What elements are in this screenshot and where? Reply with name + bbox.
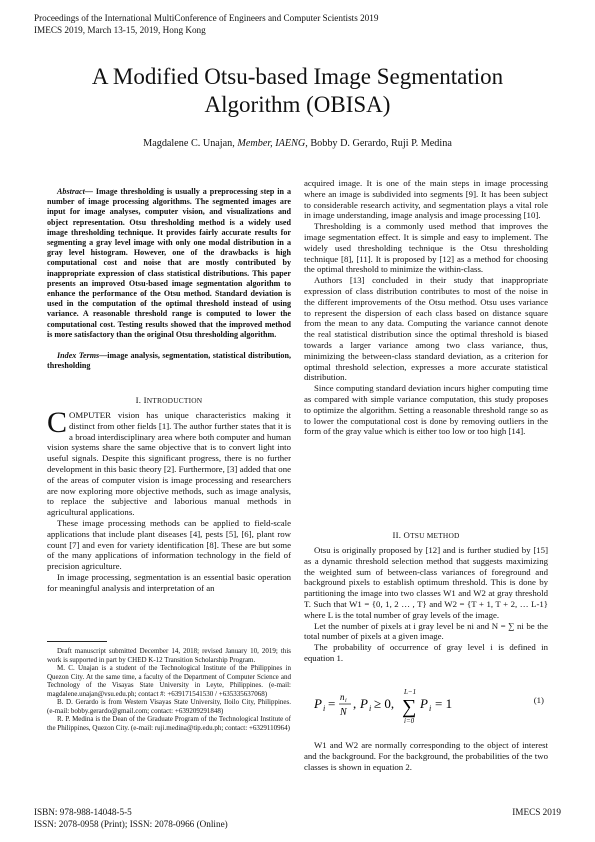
author-membership: Member, IAENG [237, 138, 306, 149]
title-line-2: Algorithm (OBISA) [204, 92, 391, 117]
section-2-number: II. [392, 530, 404, 540]
svg-text:i: i [345, 698, 347, 704]
svg-text:N: N [340, 707, 347, 718]
section-1-title-rest: NTRODUCTION [146, 396, 203, 405]
intro-paragraph-2: These image processing methods can be applied to field-scale applications that include plant diseases [4], pests [5], [6], plant row count [7] and even for variety identification [8]. These are but some of the many applications of information technology in the field of precision agriculture. [47, 517, 291, 572]
footer-identifiers [34, 806, 228, 830]
section-1-number: I. [135, 395, 144, 405]
right-paragraph-4: Since computing standard deviation incurs higher computing time as compared with simple variance computation, this study proposes to optimize the algorithm. Setting a reasonable threshold range so as to lower the computational cost is done by removing outliers in the form of the gray value which is either too low or too high [14]. [304, 383, 548, 437]
equation-1 [314, 685, 544, 727]
section-2-body-continued [304, 740, 548, 772]
section-1-heading [47, 395, 291, 407]
proceedings-header [34, 13, 378, 36]
paper-title [40, 63, 555, 119]
footnote-4: R. P. Medina is the Dean of the Graduate Program of the Technological Institute of the Philippines, Quezon City. (e-mail: ruji.medina@tip.edu.ph; contact: +6329110964) [47, 715, 291, 732]
footer-issn: ISSN: 2078-0958 (Print); ISSN: 2078-0966 (Online) [34, 819, 228, 829]
svg-text:i=0: i=0 [404, 717, 415, 725]
otsu-paragraph-2: Let the number of pixels at i gray level be ni and N = ∑ ni be the total number of pixels at a given image. [304, 620, 548, 642]
drop-cap: C [47, 406, 68, 439]
section-1-title-initial: I [143, 395, 147, 405]
index-terms [47, 351, 291, 371]
proceedings-line-2: IMECS 2019, March 13-15, 2019, Hong Kong [34, 24, 206, 35]
right-column-top [304, 178, 548, 437]
section-2-title-rest: TSU METHOD [410, 531, 460, 540]
svg-text:n: n [340, 692, 345, 702]
svg-text:P: P [420, 696, 428, 711]
intro-paragraph-1-text: OMPUTER vision has unique characteristics making it distinct from other fields [1]. The author further states that it is a broad interdisciplinary area where both computer and human vision systems share the same objective that is to convert light into useful signals. Despite this significant progress, there is no further development in this basic theory [2]. Furthermore, [3] added that one of the areas of computer vision is image processing and researchers are now exploring more objective methods, such as image analysis, to replace the subjective and laborious manual methods in agricultural applications. [47, 410, 291, 518]
svg-text:i: i [323, 704, 326, 713]
svg-text:P: P [314, 696, 322, 711]
footnote-3: B. D. Gerardo is from Western Visayas State University, Iloilo City, Philippines. (e-mail: bobby.gerardo@gmail.com; contact: +639209291848) [47, 698, 291, 715]
author-1: Magdalene C. Unajan, [143, 138, 238, 149]
equation-1-number: (1) [533, 695, 544, 705]
equation-1-formula [314, 685, 514, 727]
footer-isbn: ISBN: 978-988-14048-5-5 [34, 807, 132, 817]
index-terms-lead: Index Terms [57, 351, 100, 360]
svg-text:i: i [369, 704, 372, 713]
svg-text:=: = [328, 696, 336, 711]
right-paragraph-2: Thresholding is a commonly used method that improves the image segmentation effect. It is simple and easy to implement. The widely used thresholding technique is the Otsu thresholding technique [8], [11]. It is proposed by [12] as a method for choosing the optimal threshold to minimize the within-class. [304, 221, 548, 275]
svg-text:P: P [360, 696, 368, 711]
proceedings-line-1: Proceedings of the International MultiConference of Engineers and Computer Scientists 2019 [34, 13, 379, 23]
section-2-heading [304, 530, 548, 542]
title-line-1: A Modified Otsu-based Image Segmentation [91, 64, 504, 89]
svg-text:= 1: = 1 [435, 696, 453, 711]
abstract-lead: Abstract— [57, 187, 93, 196]
section-1-body [47, 406, 291, 594]
footnote-1: Draft manuscript submitted December 14, 2018; revised January 10, 2019; this work is supported in part by CHED K-12 Transition Scholarship Program. [47, 647, 291, 664]
otsu-paragraph-1: Otsu is originally proposed by [12] and is further studied by [15] as a dynamic threshold selection method that suggests maximizing the weighted sum of between-class variances of foreground and background pixels to establish optimum threshold. This is done by partitioning the image into two classes W1 and W2 at gray threshold T. Such that W1 = {0, 1, 2 … , T} and W2 = {T + 1, T + 2, … L-1} where L is the total number of gray levels of the image. [304, 545, 548, 620]
footnote-separator [47, 641, 107, 642]
footer-conference: IMECS 2019 [512, 807, 561, 817]
other-authors: , Bobby D. Gerardo, Ruji P. Medina [305, 138, 452, 149]
right-paragraph-1: acquired image. It is one of the main steps in image processing where an image is subdivided into segments [9]. It has been subject to considerable research activity, and segmentation plays a vital role in image understanding, image analysis and image processing [10]. [304, 178, 548, 221]
footnotes [47, 647, 291, 732]
svg-text:L−1: L−1 [404, 688, 417, 696]
abstract [47, 187, 291, 340]
abstract-text: Image thresholding is usually a preprocessing step in a number of image processing algorithms. The segmented images are input for image analyses, computer vision, and visualizations and object representation. Otsu thresholding method is a widely used image thresholding technique. It provides fairly accurate results for segmenting a gray level image with only one modal distribution in a gray level histogram. However, one of the drawbacks is high computational cost and noise that are mostly contributed by inappropriate expression of class statistical distributions. This paper presents an improved Otsu-based image segmentation algorithm to enhance the performance of the Otsu method. Standard deviation is used in the computation of the optimal threshold instead of using variance. A reasonable threshold range is computed to lower the computational cost. Testing results showed that the improved method is more satisfactory than the original Otsu thresholding algorithm. [47, 187, 291, 339]
otsu-paragraph-4: W1 and W2 are normally corresponding to the object of interest and the background. For the background, the probabilities of the two classes is shown in equation 2. [304, 740, 548, 772]
author-list [40, 138, 555, 149]
intro-paragraph-1 [47, 406, 291, 518]
svg-text:∑: ∑ [402, 696, 417, 718]
svg-text:i: i [429, 704, 432, 713]
section-2-body [304, 545, 548, 664]
right-paragraph-3: Authors [13] concluded in their study that inappropriate expression of class distribution contributes to most of the noise in the different improvements of the Otsu method. Otsu uses variance to represent the dispersion of each class based on distance square from the mean to any data. Computing the variance cannot denote the real statistical distribution since the optimal threshold is biased towards a larger variance among two class variance, thus, minimizing the between-class standard deviation, as a criterion for optimal threshold selection, expresses a more accurate statistical distribution. [304, 275, 548, 383]
intro-paragraph-3: In image processing, segmentation is an essential basic operation for meaningful analysis and interpretation of an [47, 571, 291, 593]
otsu-paragraph-3: The probability of occurrence of gray level i is defined in equation 1. [304, 642, 548, 663]
section-2-title-initial: O [403, 530, 411, 540]
svg-text:≥ 0,: ≥ 0, [374, 696, 395, 711]
index-terms-text: —image analysis, segmentation, statistical distribution, thresholding [47, 351, 291, 371]
footnote-2: M. C. Unajan is a student of the Technological Institute of the Philippines in Quezon City. At the same time, a faculty of the Department of Computer Science and Technology of the Visayas State University in Leyte, Philippines. (e-mail: magdalene.unajan@vsu.edu.ph; contact #: +639171541530 / +635335637068) [47, 664, 291, 698]
svg-text:,: , [353, 696, 357, 711]
